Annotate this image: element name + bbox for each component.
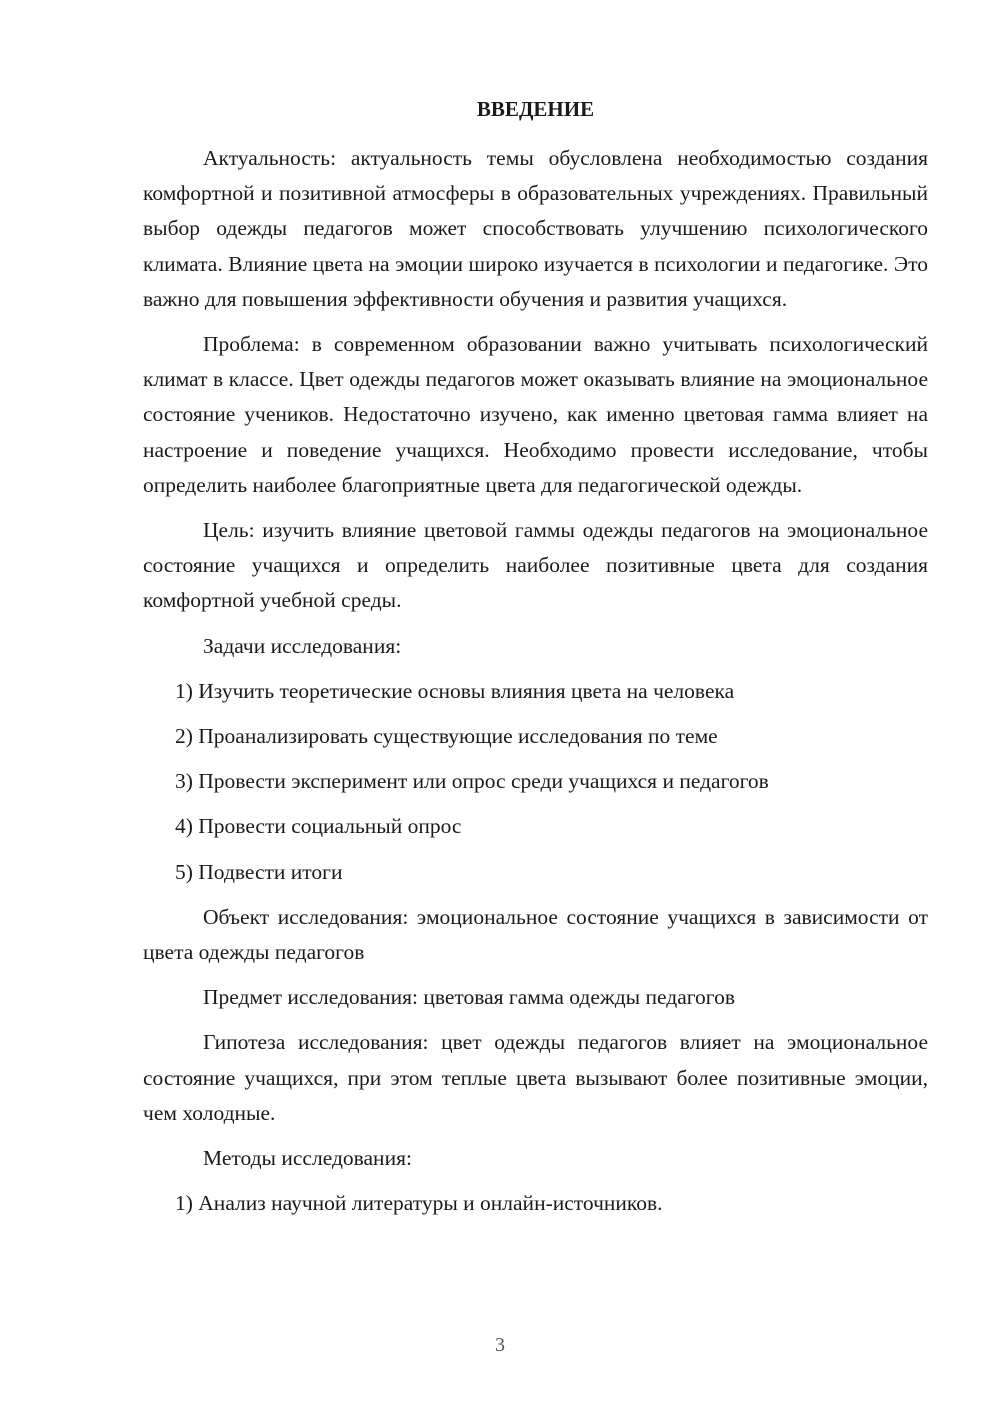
task-item-3: 3) Провести эксперимент или опрос среди учащихся и педагогов [175,769,769,794]
task-item-2: 2) Проанализировать существующие исследования по теме [175,724,718,749]
task-item-5: 5) Подвести итоги [175,859,343,884]
hypothesis-paragraph: Гипотеза исследования: цвет одежды педагогов влияет на эмоциональное состояние учащихся, при этом теплые цвета вызывают более позитивные эмоции, чем холодные. [143,1030,928,1125]
tasks-heading: Задачи исследования: [203,633,402,658]
task-item-4: 4) Провести социальный опрос [175,814,462,839]
relevance-paragraph: Актуальность: актуальность темы обусловлена необходимостью создания комфортной и позитивной атмосферы в образовательных учреждениях. Правильный выбор одежды педагогов может способствовать улучшению психологического климата. Влияние цвета на эмоции широко изучается в психологии и педагогике. Это важно для повышения эффективности обучения и развития учащихся. [143,146,928,311]
method-item-1: 1) Анализ научной литературы и онлайн-источников. [175,1191,663,1216]
object-paragraph: Объект исследования: эмоциональное состояние учащихся в зависимости от цвета одежды педагогов [143,904,928,965]
problem-paragraph: Проблема: в современном образовании важно учитывать психологический климат в классе. Цвет одежды педагогов может оказывать влияние на эмоциональное состояние учеников. Недостаточно изучено, как именно цветовая гамма влияет на настроение и поведение учащихся. Необходимо провести исследование, чтобы определить наиболее благоприятные цвета для педагогической одежды. [143,332,928,497]
document-page [143,92,928,1231]
page-title: ВВЕДЕНИЕ [476,97,595,121]
goal-paragraph: Цель: изучить влияние цветовой гаммы одежды педагогов на эмоциональное состояние учащихся и определить наиболее позитивные цвета для создания комфортной учебной среды. [143,518,928,613]
task-item-1: 1) Изучить теоретические основы влияния цвета на человека [175,678,735,703]
subject-paragraph: Предмет исследования: цветовая гамма одежды педагогов [203,985,735,1010]
page-number: 3 [495,1334,505,1356]
methods-heading: Методы исследования: [203,1146,412,1171]
